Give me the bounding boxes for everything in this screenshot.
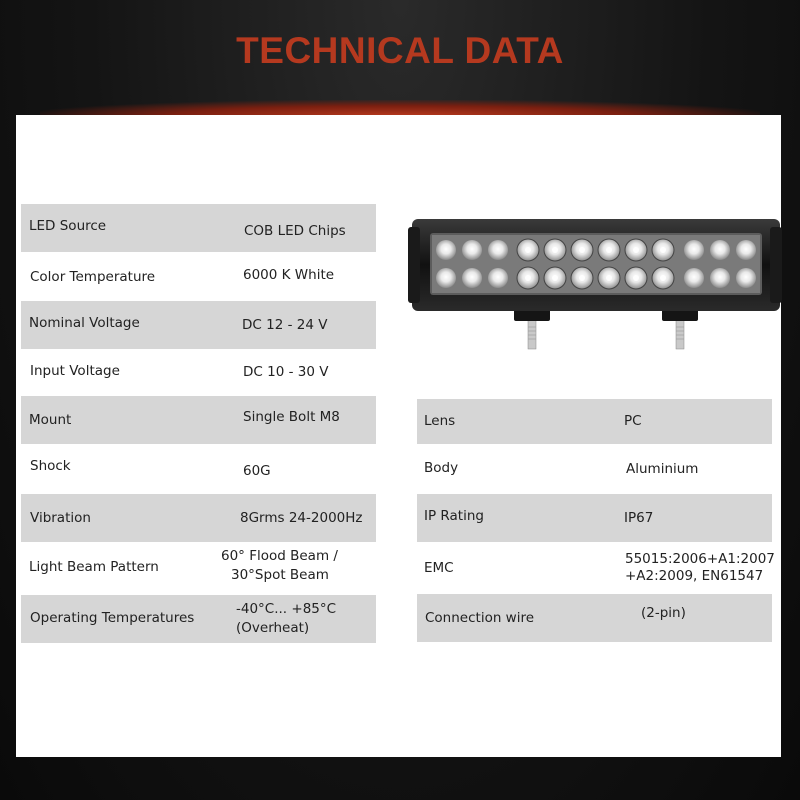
- spec-label: EMC: [424, 560, 454, 576]
- spec-row-light-beam-pattern: [21, 543, 376, 591]
- spec-value-line1: 60° Flood Beam /: [221, 548, 338, 564]
- spec-label: Color Temperature: [30, 269, 156, 285]
- spec-row-input-voltage: [21, 349, 376, 397]
- spec-row-operating-temperatures: [21, 595, 376, 643]
- spec-value: PC: [624, 413, 642, 429]
- spec-row-lens: [417, 399, 772, 444]
- spec-value: Single Bolt M8: [243, 409, 340, 425]
- spec-value-line1: 55015:2006+A1:2007: [625, 551, 775, 567]
- spec-label: Body: [424, 460, 459, 476]
- spec-row-emc: [417, 543, 775, 591]
- spec-label: LED Source: [29, 218, 107, 234]
- spec-row-mount: [21, 396, 376, 444]
- header: [0, 0, 800, 115]
- spec-value: COB LED Chips: [244, 223, 346, 239]
- spec-row-led-source: [21, 204, 376, 252]
- spec-label: Nominal Voltage: [29, 315, 140, 331]
- spec-row-vibration: [21, 494, 376, 542]
- spec-value: DC 10 - 30 V: [243, 364, 329, 380]
- spec-value-line2: +A2:2009, EN61547: [625, 568, 764, 584]
- spec-panel: [16, 115, 781, 757]
- spec-label: Shock: [30, 458, 71, 474]
- spec-value: Aluminium: [626, 461, 699, 477]
- page-title: TECHNICAL DATA: [236, 30, 564, 71]
- spec-row-body: [417, 445, 772, 493]
- spec-label: Lens: [424, 413, 456, 429]
- spec-value: 6000 K White: [243, 267, 335, 283]
- spec-value: 8Grms 24-2000Hz: [240, 510, 363, 526]
- spec-label: Connection wire: [425, 610, 535, 626]
- spec-value: (2-pin): [641, 605, 686, 621]
- spec-value: 60G: [243, 463, 271, 479]
- title-underline: [40, 100, 760, 116]
- spec-label: Light Beam Pattern: [29, 559, 159, 575]
- spec-label: Vibration: [30, 510, 91, 526]
- spec-label: IP Rating: [424, 508, 484, 524]
- spec-value: DC 12 - 24 V: [242, 317, 328, 333]
- spec-label: Input Voltage: [30, 363, 120, 379]
- spec-label: Mount: [29, 412, 72, 428]
- spec-value-line2: 30°Spot Beam: [231, 567, 329, 583]
- spec-value-line1: -40°C... +85°C: [236, 601, 337, 617]
- spec-row-connection-wire: [417, 594, 772, 642]
- led-light-bar-image: [408, 217, 782, 357]
- spec-row-nominal-voltage: [21, 301, 376, 349]
- spec-row-shock: [21, 445, 376, 493]
- spec-value-line2: (Overheat): [236, 620, 310, 636]
- spec-row-ip-rating: [417, 494, 772, 542]
- spec-row-color-temperature: [21, 252, 376, 300]
- spec-value: IP67: [624, 510, 654, 526]
- spec-label: Operating Temperatures: [30, 610, 195, 626]
